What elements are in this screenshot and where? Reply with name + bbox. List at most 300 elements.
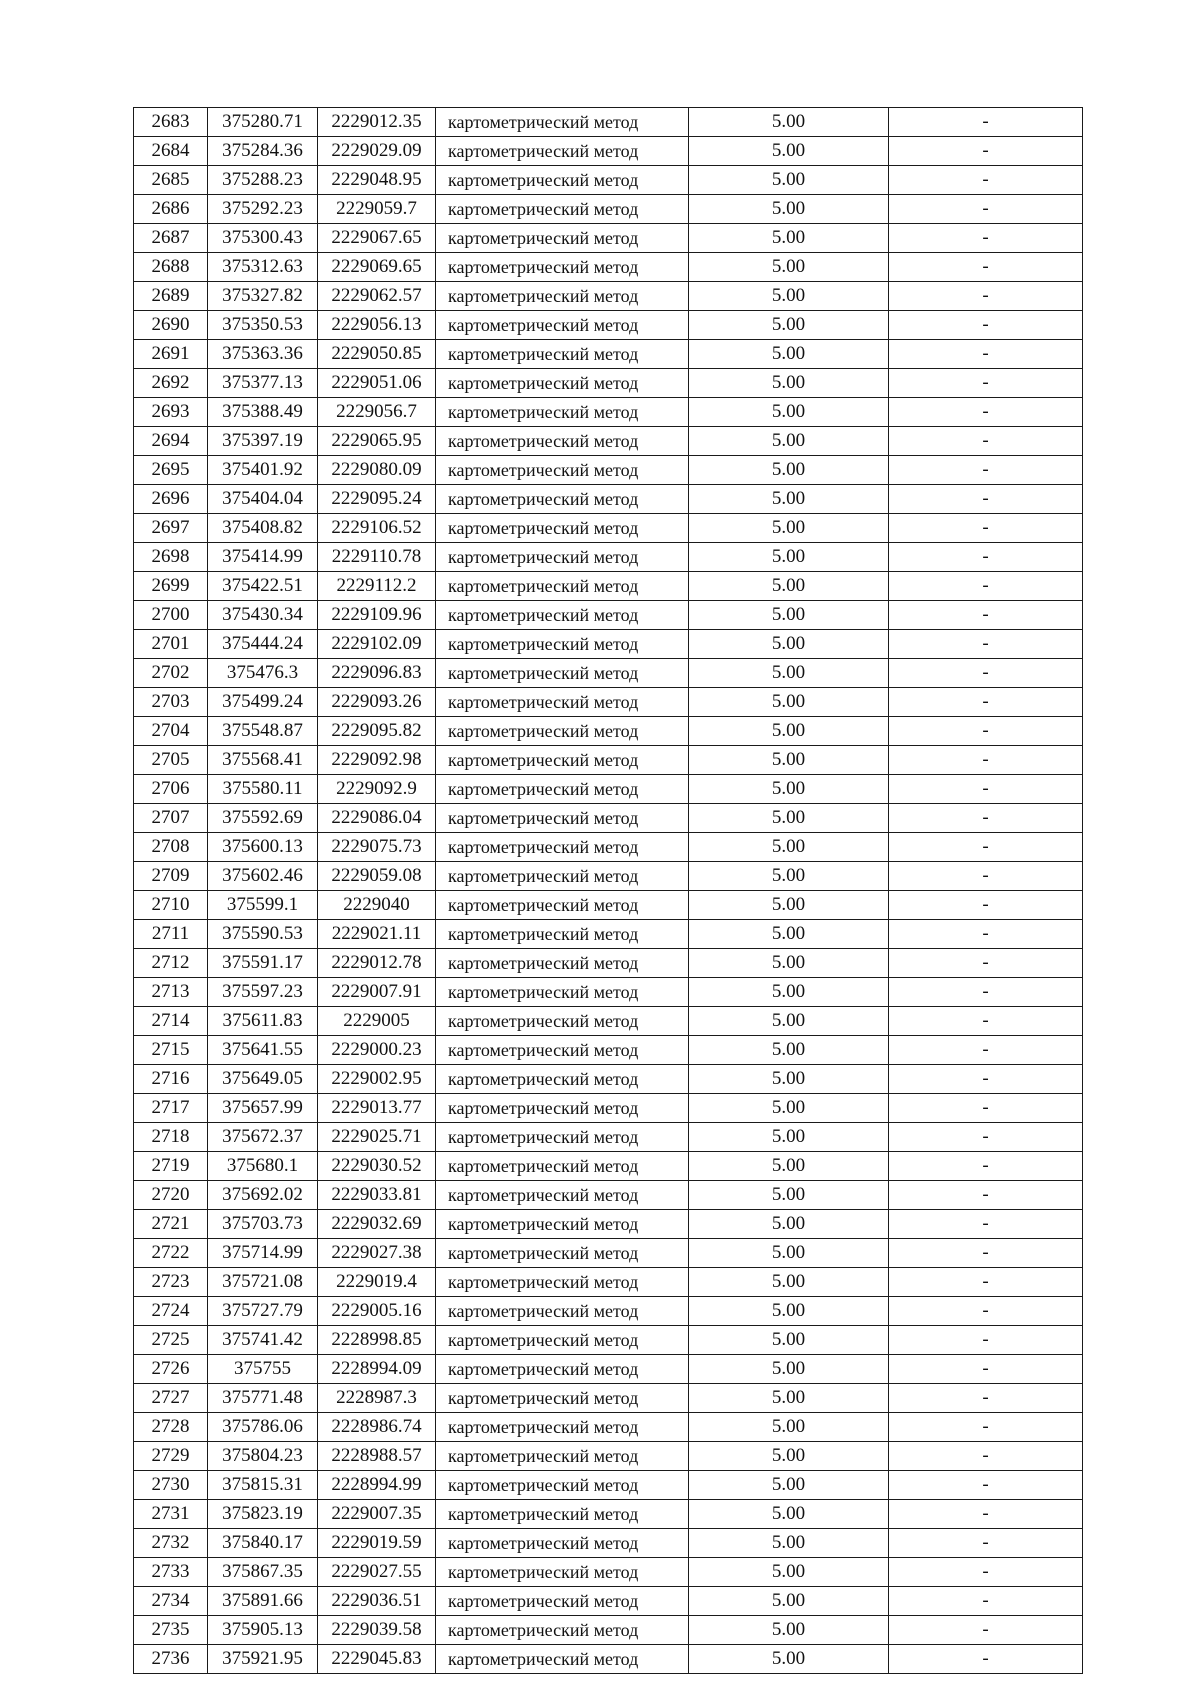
point-number-cell: 2722 <box>134 1239 208 1268</box>
table-row <box>134 804 1083 833</box>
table-row <box>134 1326 1083 1355</box>
method-cell: картометрический метод <box>436 1036 689 1065</box>
method-cell: картометрический метод <box>436 369 689 398</box>
description-cell: - <box>889 1007 1083 1036</box>
y-coordinate-cell: 2229050.85 <box>318 340 436 369</box>
accuracy-cell: 5.00 <box>689 485 889 514</box>
coordinates-table-body <box>134 108 1083 1674</box>
description-cell: - <box>889 1529 1083 1558</box>
table-row <box>134 398 1083 427</box>
x-coordinate-cell: 375611.83 <box>208 1007 318 1036</box>
description-cell: - <box>889 1181 1083 1210</box>
x-coordinate-cell: 375404.04 <box>208 485 318 514</box>
point-number-cell: 2693 <box>134 398 208 427</box>
accuracy-cell: 5.00 <box>689 1239 889 1268</box>
accuracy-cell: 5.00 <box>689 1355 889 1384</box>
accuracy-cell: 5.00 <box>689 1500 889 1529</box>
accuracy-cell: 5.00 <box>689 862 889 891</box>
description-cell: - <box>889 891 1083 920</box>
x-coordinate-cell: 375444.24 <box>208 630 318 659</box>
table-row <box>134 949 1083 978</box>
accuracy-cell: 5.00 <box>689 456 889 485</box>
accuracy-cell: 5.00 <box>689 1442 889 1471</box>
x-coordinate-cell: 375408.82 <box>208 514 318 543</box>
accuracy-cell: 5.00 <box>689 1616 889 1645</box>
point-number-cell: 2713 <box>134 978 208 1007</box>
method-cell: картометрический метод <box>436 1094 689 1123</box>
y-coordinate-cell: 2229019.4 <box>318 1268 436 1297</box>
method-cell: картометрический метод <box>436 804 689 833</box>
table-row <box>134 282 1083 311</box>
y-coordinate-cell: 2229005.16 <box>318 1297 436 1326</box>
coordinates-table <box>133 107 1083 1674</box>
x-coordinate-cell: 375602.46 <box>208 862 318 891</box>
x-coordinate-cell: 375422.51 <box>208 572 318 601</box>
method-cell: картометрический метод <box>436 1326 689 1355</box>
x-coordinate-cell: 375741.42 <box>208 1326 318 1355</box>
table-row <box>134 1268 1083 1297</box>
accuracy-cell: 5.00 <box>689 775 889 804</box>
x-coordinate-cell: 375840.17 <box>208 1529 318 1558</box>
method-cell: картометрический метод <box>436 1297 689 1326</box>
accuracy-cell: 5.00 <box>689 1152 889 1181</box>
accuracy-cell: 5.00 <box>689 195 889 224</box>
description-cell: - <box>889 1210 1083 1239</box>
x-coordinate-cell: 375397.19 <box>208 427 318 456</box>
point-number-cell: 2721 <box>134 1210 208 1239</box>
y-coordinate-cell: 2229007.91 <box>318 978 436 1007</box>
point-number-cell: 2703 <box>134 688 208 717</box>
point-number-cell: 2689 <box>134 282 208 311</box>
y-coordinate-cell: 2229106.52 <box>318 514 436 543</box>
y-coordinate-cell: 2228987.3 <box>318 1384 436 1413</box>
method-cell: картометрический метод <box>436 862 689 891</box>
x-coordinate-cell: 375657.99 <box>208 1094 318 1123</box>
table-row <box>134 1007 1083 1036</box>
description-cell: - <box>889 717 1083 746</box>
table-row <box>134 1036 1083 1065</box>
description-cell: - <box>889 398 1083 427</box>
x-coordinate-cell: 375592.69 <box>208 804 318 833</box>
table-row <box>134 485 1083 514</box>
method-cell: картометрический метод <box>436 108 689 137</box>
method-cell: картометрический метод <box>436 659 689 688</box>
point-number-cell: 2708 <box>134 833 208 862</box>
y-coordinate-cell: 2229039.58 <box>318 1616 436 1645</box>
method-cell: картометрический метод <box>436 688 689 717</box>
accuracy-cell: 5.00 <box>689 427 889 456</box>
description-cell: - <box>889 456 1083 485</box>
y-coordinate-cell: 2229027.38 <box>318 1239 436 1268</box>
table-row <box>134 1094 1083 1123</box>
method-cell: картометрический метод <box>436 1616 689 1645</box>
y-coordinate-cell: 2228988.57 <box>318 1442 436 1471</box>
point-number-cell: 2732 <box>134 1529 208 1558</box>
accuracy-cell: 5.00 <box>689 1065 889 1094</box>
x-coordinate-cell: 375300.43 <box>208 224 318 253</box>
y-coordinate-cell: 2229056.13 <box>318 311 436 340</box>
table-row <box>134 456 1083 485</box>
point-number-cell: 2707 <box>134 804 208 833</box>
point-number-cell: 2705 <box>134 746 208 775</box>
x-coordinate-cell: 375327.82 <box>208 282 318 311</box>
table-row <box>134 891 1083 920</box>
method-cell: картометрический метод <box>436 282 689 311</box>
description-cell: - <box>889 1645 1083 1674</box>
method-cell: картометрический метод <box>436 920 689 949</box>
point-number-cell: 2709 <box>134 862 208 891</box>
description-cell: - <box>889 1442 1083 1471</box>
table-row <box>134 659 1083 688</box>
accuracy-cell: 5.00 <box>689 1123 889 1152</box>
y-coordinate-cell: 2228994.09 <box>318 1355 436 1384</box>
accuracy-cell: 5.00 <box>689 253 889 282</box>
y-coordinate-cell: 2229036.51 <box>318 1587 436 1616</box>
accuracy-cell: 5.00 <box>689 1558 889 1587</box>
y-coordinate-cell: 2229069.65 <box>318 253 436 282</box>
description-cell: - <box>889 862 1083 891</box>
description-cell: - <box>889 195 1083 224</box>
method-cell: картометрический метод <box>436 1500 689 1529</box>
description-cell: - <box>889 746 1083 775</box>
method-cell: картометрический метод <box>436 1239 689 1268</box>
accuracy-cell: 5.00 <box>689 1587 889 1616</box>
point-number-cell: 2714 <box>134 1007 208 1036</box>
point-number-cell: 2699 <box>134 572 208 601</box>
accuracy-cell: 5.00 <box>689 804 889 833</box>
table-row <box>134 833 1083 862</box>
table-row <box>134 630 1083 659</box>
table-row <box>134 920 1083 949</box>
x-coordinate-cell: 375703.73 <box>208 1210 318 1239</box>
table-row <box>134 601 1083 630</box>
table-row <box>134 514 1083 543</box>
accuracy-cell: 5.00 <box>689 514 889 543</box>
table-row <box>134 1442 1083 1471</box>
y-coordinate-cell: 2229013.77 <box>318 1094 436 1123</box>
y-coordinate-cell: 2229086.04 <box>318 804 436 833</box>
description-cell: - <box>889 282 1083 311</box>
method-cell: картометрический метод <box>436 717 689 746</box>
table-row <box>134 1239 1083 1268</box>
table-row <box>134 224 1083 253</box>
y-coordinate-cell: 2228986.74 <box>318 1413 436 1442</box>
x-coordinate-cell: 375680.1 <box>208 1152 318 1181</box>
x-coordinate-cell: 375599.1 <box>208 891 318 920</box>
method-cell: картометрический метод <box>436 398 689 427</box>
accuracy-cell: 5.00 <box>689 601 889 630</box>
description-cell: - <box>889 688 1083 717</box>
table-row <box>134 572 1083 601</box>
description-cell: - <box>889 1123 1083 1152</box>
method-cell: картометрический метод <box>436 1210 689 1239</box>
point-number-cell: 2710 <box>134 891 208 920</box>
y-coordinate-cell: 2229025.71 <box>318 1123 436 1152</box>
method-cell: картометрический метод <box>436 572 689 601</box>
point-number-cell: 2724 <box>134 1297 208 1326</box>
y-coordinate-cell: 2229056.7 <box>318 398 436 427</box>
y-coordinate-cell: 2229005 <box>318 1007 436 1036</box>
method-cell: картометрический метод <box>436 137 689 166</box>
accuracy-cell: 5.00 <box>689 688 889 717</box>
accuracy-cell: 5.00 <box>689 1007 889 1036</box>
description-cell: - <box>889 543 1083 572</box>
accuracy-cell: 5.00 <box>689 891 889 920</box>
accuracy-cell: 5.00 <box>689 108 889 137</box>
table-row <box>134 340 1083 369</box>
point-number-cell: 2687 <box>134 224 208 253</box>
x-coordinate-cell: 375288.23 <box>208 166 318 195</box>
method-cell: картометрический метод <box>436 1007 689 1036</box>
y-coordinate-cell: 2229032.69 <box>318 1210 436 1239</box>
accuracy-cell: 5.00 <box>689 1326 889 1355</box>
point-number-cell: 2718 <box>134 1123 208 1152</box>
table-row <box>134 108 1083 137</box>
point-number-cell: 2688 <box>134 253 208 282</box>
accuracy-cell: 5.00 <box>689 1413 889 1442</box>
point-number-cell: 2694 <box>134 427 208 456</box>
y-coordinate-cell: 2229000.23 <box>318 1036 436 1065</box>
point-number-cell: 2735 <box>134 1616 208 1645</box>
accuracy-cell: 5.00 <box>689 1181 889 1210</box>
y-coordinate-cell: 2229019.59 <box>318 1529 436 1558</box>
accuracy-cell: 5.00 <box>689 978 889 1007</box>
x-coordinate-cell: 375350.53 <box>208 311 318 340</box>
point-number-cell: 2683 <box>134 108 208 137</box>
accuracy-cell: 5.00 <box>689 572 889 601</box>
description-cell: - <box>889 1616 1083 1645</box>
x-coordinate-cell: 375823.19 <box>208 1500 318 1529</box>
y-coordinate-cell: 2229065.95 <box>318 427 436 456</box>
description-cell: - <box>889 1384 1083 1413</box>
x-coordinate-cell: 375891.66 <box>208 1587 318 1616</box>
method-cell: картометрический метод <box>436 1384 689 1413</box>
y-coordinate-cell: 2229045.83 <box>318 1645 436 1674</box>
method-cell: картометрический метод <box>436 1558 689 1587</box>
method-cell: картометрический метод <box>436 514 689 543</box>
x-coordinate-cell: 375721.08 <box>208 1268 318 1297</box>
y-coordinate-cell: 2229021.11 <box>318 920 436 949</box>
point-number-cell: 2736 <box>134 1645 208 1674</box>
table-row <box>134 746 1083 775</box>
table-row <box>134 253 1083 282</box>
description-cell: - <box>889 1297 1083 1326</box>
x-coordinate-cell: 375292.23 <box>208 195 318 224</box>
y-coordinate-cell: 2229092.9 <box>318 775 436 804</box>
point-number-cell: 2704 <box>134 717 208 746</box>
method-cell: картометрический метод <box>436 1355 689 1384</box>
point-number-cell: 2728 <box>134 1413 208 1442</box>
point-number-cell: 2716 <box>134 1065 208 1094</box>
accuracy-cell: 5.00 <box>689 398 889 427</box>
accuracy-cell: 5.00 <box>689 1094 889 1123</box>
point-number-cell: 2719 <box>134 1152 208 1181</box>
accuracy-cell: 5.00 <box>689 630 889 659</box>
x-coordinate-cell: 375714.99 <box>208 1239 318 1268</box>
y-coordinate-cell: 2229027.55 <box>318 1558 436 1587</box>
table-row <box>134 1384 1083 1413</box>
description-cell: - <box>889 572 1083 601</box>
table-row <box>134 717 1083 746</box>
table-row <box>134 775 1083 804</box>
y-coordinate-cell: 2229093.26 <box>318 688 436 717</box>
description-cell: - <box>889 978 1083 1007</box>
y-coordinate-cell: 2229092.98 <box>318 746 436 775</box>
method-cell: картометрический метод <box>436 1152 689 1181</box>
table-row <box>134 543 1083 572</box>
description-cell: - <box>889 514 1083 543</box>
point-number-cell: 2685 <box>134 166 208 195</box>
description-cell: - <box>889 920 1083 949</box>
table-row <box>134 1529 1083 1558</box>
method-cell: картометрический метод <box>436 746 689 775</box>
y-coordinate-cell: 2229002.95 <box>318 1065 436 1094</box>
x-coordinate-cell: 375692.02 <box>208 1181 318 1210</box>
table-row <box>134 1210 1083 1239</box>
description-cell: - <box>889 630 1083 659</box>
x-coordinate-cell: 375580.11 <box>208 775 318 804</box>
table-row <box>134 137 1083 166</box>
y-coordinate-cell: 2229029.09 <box>318 137 436 166</box>
point-number-cell: 2726 <box>134 1355 208 1384</box>
x-coordinate-cell: 375771.48 <box>208 1384 318 1413</box>
table-row <box>134 1558 1083 1587</box>
point-number-cell: 2692 <box>134 369 208 398</box>
table-row <box>134 369 1083 398</box>
point-number-cell: 2733 <box>134 1558 208 1587</box>
x-coordinate-cell: 375388.49 <box>208 398 318 427</box>
description-cell: - <box>889 949 1083 978</box>
method-cell: картометрический метод <box>436 224 689 253</box>
table-row <box>134 1413 1083 1442</box>
accuracy-cell: 5.00 <box>689 1645 889 1674</box>
y-coordinate-cell: 2229075.73 <box>318 833 436 862</box>
y-coordinate-cell: 2229048.95 <box>318 166 436 195</box>
point-number-cell: 2706 <box>134 775 208 804</box>
point-number-cell: 2698 <box>134 543 208 572</box>
accuracy-cell: 5.00 <box>689 282 889 311</box>
point-number-cell: 2730 <box>134 1471 208 1500</box>
description-cell: - <box>889 1471 1083 1500</box>
description-cell: - <box>889 253 1083 282</box>
y-coordinate-cell: 2229095.82 <box>318 717 436 746</box>
point-number-cell: 2690 <box>134 311 208 340</box>
accuracy-cell: 5.00 <box>689 746 889 775</box>
x-coordinate-cell: 375649.05 <box>208 1065 318 1094</box>
description-cell: - <box>889 775 1083 804</box>
method-cell: картометрический метод <box>436 1181 689 1210</box>
table-row <box>134 862 1083 891</box>
description-cell: - <box>889 1326 1083 1355</box>
accuracy-cell: 5.00 <box>689 833 889 862</box>
y-coordinate-cell: 2229059.08 <box>318 862 436 891</box>
table-row <box>134 427 1083 456</box>
method-cell: картометрический метод <box>436 1123 689 1152</box>
description-cell: - <box>889 1094 1083 1123</box>
description-cell: - <box>889 1152 1083 1181</box>
x-coordinate-cell: 375867.35 <box>208 1558 318 1587</box>
point-number-cell: 2696 <box>134 485 208 514</box>
table-row <box>134 1616 1083 1645</box>
point-number-cell: 2720 <box>134 1181 208 1210</box>
point-number-cell: 2727 <box>134 1384 208 1413</box>
method-cell: картометрический метод <box>436 195 689 224</box>
y-coordinate-cell: 2229040 <box>318 891 436 920</box>
description-cell: - <box>889 601 1083 630</box>
point-number-cell: 2715 <box>134 1036 208 1065</box>
description-cell: - <box>889 224 1083 253</box>
x-coordinate-cell: 375548.87 <box>208 717 318 746</box>
accuracy-cell: 5.00 <box>689 1297 889 1326</box>
description-cell: - <box>889 1036 1083 1065</box>
y-coordinate-cell: 2229062.57 <box>318 282 436 311</box>
description-cell: - <box>889 166 1083 195</box>
table-row <box>134 1297 1083 1326</box>
table-row <box>134 311 1083 340</box>
point-number-cell: 2702 <box>134 659 208 688</box>
table-row <box>134 1065 1083 1094</box>
x-coordinate-cell: 375815.31 <box>208 1471 318 1500</box>
point-number-cell: 2734 <box>134 1587 208 1616</box>
point-number-cell: 2711 <box>134 920 208 949</box>
description-cell: - <box>889 1355 1083 1384</box>
method-cell: картометрический метод <box>436 1587 689 1616</box>
table-row <box>134 1500 1083 1529</box>
accuracy-cell: 5.00 <box>689 137 889 166</box>
point-number-cell: 2695 <box>134 456 208 485</box>
x-coordinate-cell: 375727.79 <box>208 1297 318 1326</box>
x-coordinate-cell: 375377.13 <box>208 369 318 398</box>
table-row <box>134 1123 1083 1152</box>
table-row <box>134 1355 1083 1384</box>
x-coordinate-cell: 375401.92 <box>208 456 318 485</box>
method-cell: картометрический метод <box>436 456 689 485</box>
description-cell: - <box>889 833 1083 862</box>
x-coordinate-cell: 375786.06 <box>208 1413 318 1442</box>
method-cell: картометрический метод <box>436 543 689 572</box>
description-cell: - <box>889 311 1083 340</box>
x-coordinate-cell: 375414.99 <box>208 543 318 572</box>
method-cell: картометрический метод <box>436 775 689 804</box>
y-coordinate-cell: 2229067.65 <box>318 224 436 253</box>
table-row <box>134 166 1083 195</box>
description-cell: - <box>889 1558 1083 1587</box>
x-coordinate-cell: 375591.17 <box>208 949 318 978</box>
method-cell: картометрический метод <box>436 340 689 369</box>
method-cell: картометрический метод <box>436 1645 689 1674</box>
method-cell: картометрический метод <box>436 1065 689 1094</box>
accuracy-cell: 5.00 <box>689 949 889 978</box>
point-number-cell: 2717 <box>134 1094 208 1123</box>
point-number-cell: 2700 <box>134 601 208 630</box>
description-cell: - <box>889 427 1083 456</box>
description-cell: - <box>889 1587 1083 1616</box>
method-cell: картометрический метод <box>436 1442 689 1471</box>
x-coordinate-cell: 375284.36 <box>208 137 318 166</box>
method-cell: картометрический метод <box>436 601 689 630</box>
y-coordinate-cell: 2228998.85 <box>318 1326 436 1355</box>
x-coordinate-cell: 375590.53 <box>208 920 318 949</box>
point-number-cell: 2712 <box>134 949 208 978</box>
description-cell: - <box>889 804 1083 833</box>
point-number-cell: 2729 <box>134 1442 208 1471</box>
x-coordinate-cell: 375597.23 <box>208 978 318 1007</box>
point-number-cell: 2725 <box>134 1326 208 1355</box>
accuracy-cell: 5.00 <box>689 340 889 369</box>
description-cell: - <box>889 369 1083 398</box>
accuracy-cell: 5.00 <box>689 166 889 195</box>
description-cell: - <box>889 1065 1083 1094</box>
